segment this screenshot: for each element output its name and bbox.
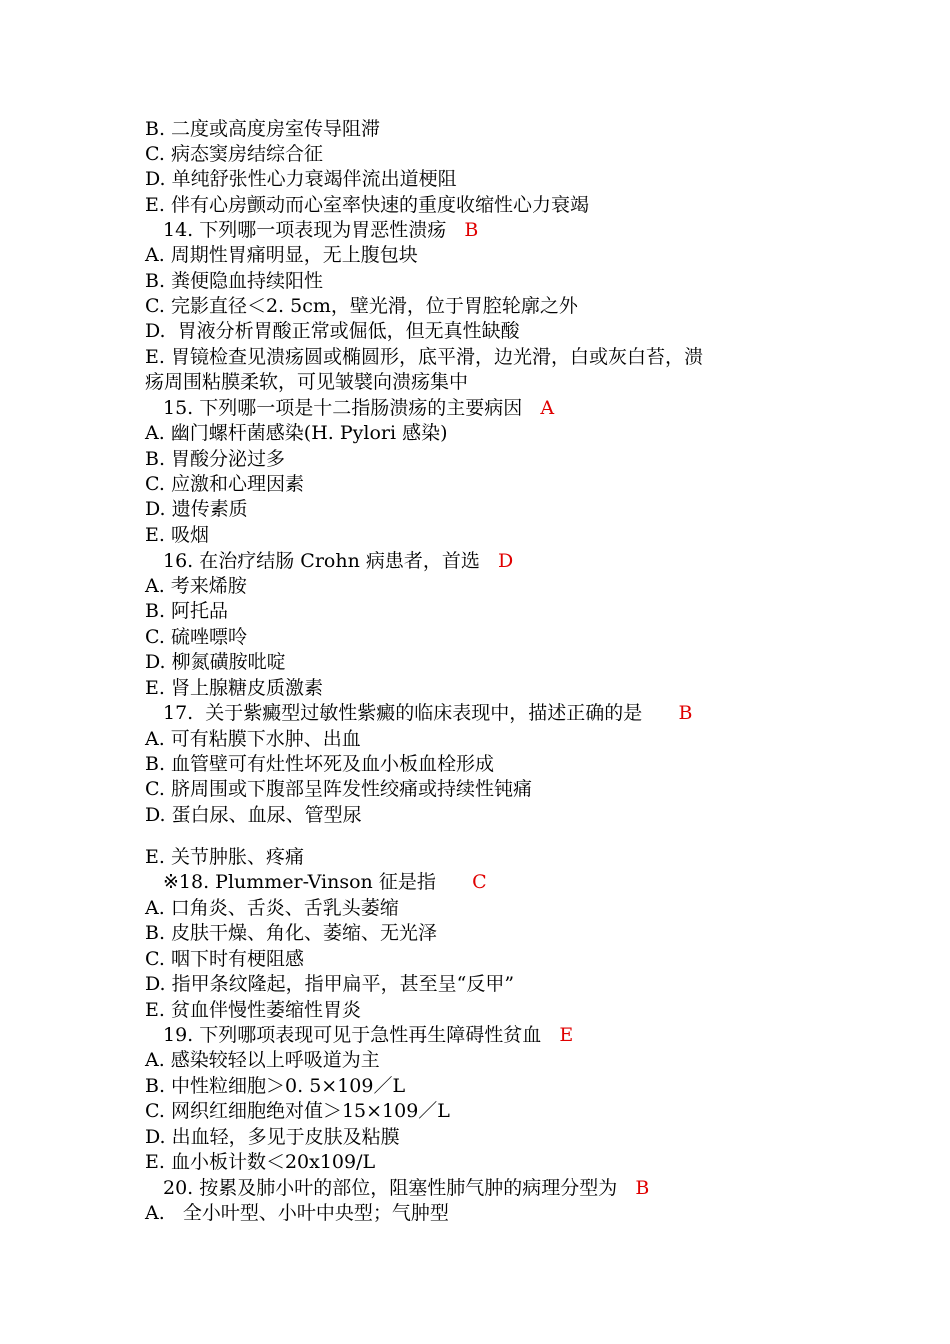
option-line: B. 中性粒细胞＞0. 5×109／L	[145, 1075, 406, 1097]
option-line: E. 血小板计数＜20x109/L	[145, 1151, 376, 1173]
question-14	[163, 218, 478, 243]
option-line: A. 全小叶型、小叶中央型；气肿型	[145, 1202, 449, 1224]
question-text: 17. 关于紫癜型过敏性紫癜的临床表现中，描述正确的是	[163, 702, 643, 724]
option-line: C. 病态窦房结综合征	[145, 143, 323, 165]
option-line: D. 胃液分析胃酸正常或倔低，但无真性缺酸	[145, 320, 520, 342]
option-line: B. 二度或高度房室传导阻滞	[145, 118, 381, 140]
answer-key: E	[559, 1024, 574, 1046]
option-line: A. 考来烯胺	[145, 575, 247, 597]
question-text: ※18. Plummer-Vinson 征是指	[163, 871, 436, 893]
option-line: C. 应激和心理因素	[145, 473, 304, 495]
option-line: C. 网织红细胞绝对值＞15×109／L	[145, 1100, 450, 1122]
question-text: 15. 下列哪一项是十二指肠溃疡的主要病因	[163, 397, 523, 419]
option-line: C. 咽下时有梗阻感	[145, 948, 304, 970]
option-line: D. 蛋白尿、血尿、管型尿	[145, 804, 362, 826]
option-line: B. 粪便隐血持续阳性	[145, 270, 324, 292]
option-line: D. 遗传素质	[145, 498, 248, 520]
answer-key: C	[472, 871, 487, 893]
option-line: D. 柳氮磺胺吡啶	[145, 651, 286, 673]
question-17	[163, 701, 693, 726]
option-line: D. 单纯舒张性心力衰竭伴流出道梗阻	[145, 168, 457, 190]
question-15	[163, 396, 554, 421]
option-line: E. 贫血伴慢性萎缩性胃炎	[145, 999, 361, 1021]
option-line: A. 周期性胃痛明显，无上腹包块	[145, 244, 418, 266]
option-line: C. 完影直径＜2. 5cm，壁光滑，位于胃腔轮廓之外	[145, 295, 578, 317]
question-20	[163, 1176, 649, 1201]
option-line: E. 吸烟	[145, 524, 209, 546]
question-18	[163, 870, 487, 895]
question-19	[163, 1023, 573, 1048]
option-line: B. 皮肤干燥、角化、萎缩、无光泽	[145, 922, 438, 944]
question-text: 14. 下列哪一项表现为胃恶性溃疡	[163, 219, 447, 241]
option-line: A. 感染较轻以上呼吸道为主	[145, 1049, 380, 1071]
answer-key: A	[540, 397, 555, 419]
option-line: C. 硫唑嘌呤	[145, 626, 247, 648]
answer-key: D	[498, 550, 514, 572]
option-line: B. 血管壁可有灶性坏死及血小板血栓形成	[145, 753, 495, 775]
option-line: E. 胃镜检查见溃疡圆或椭圆形，底平滑，边光滑，白或灰白苔，溃	[145, 346, 703, 368]
option-line-continued: 疡周围粘膜柔软，可见皱襞向溃疡集中	[145, 371, 469, 393]
question-16	[163, 549, 513, 574]
option-line: E. 关节肿胀、疼痛	[145, 846, 304, 868]
answer-key: B	[464, 219, 479, 241]
option-line: B. 阿托品	[145, 600, 229, 622]
answer-key: B	[635, 1177, 650, 1199]
option-line: E. 肾上腺糖皮质激素	[145, 677, 323, 699]
option-line: D. 指甲条纹隆起，指甲扁平，甚至呈“反甲”	[145, 973, 515, 995]
option-line: E. 伴有心房颤动而心室率快速的重度收缩性心力衰竭	[145, 194, 589, 216]
option-line: A. 可有粘膜下水肿、出血	[145, 728, 361, 750]
question-text: 19. 下列哪项表现可见于急性再生障碍性贫血	[163, 1024, 542, 1046]
option-line: A. 口角炎、舌炎、舌乳头萎缩	[145, 897, 399, 919]
question-text: 20. 按累及肺小叶的部位，阻塞性肺气肿的病理分型为	[163, 1177, 618, 1199]
question-text: 16. 在治疗结肠 Crohn 病患者，首选	[163, 550, 480, 572]
option-line: A. 幽门螺杆菌感染(H. Pylori 感染)	[145, 422, 448, 444]
option-line: D. 出血轻，多见于皮肤及粘膜	[145, 1126, 400, 1148]
option-line: B. 胃酸分泌过多	[145, 448, 286, 470]
option-line: C. 脐周围或下腹部呈阵发性绞痛或持续性钝痛	[145, 778, 532, 800]
answer-key: B	[678, 702, 693, 724]
